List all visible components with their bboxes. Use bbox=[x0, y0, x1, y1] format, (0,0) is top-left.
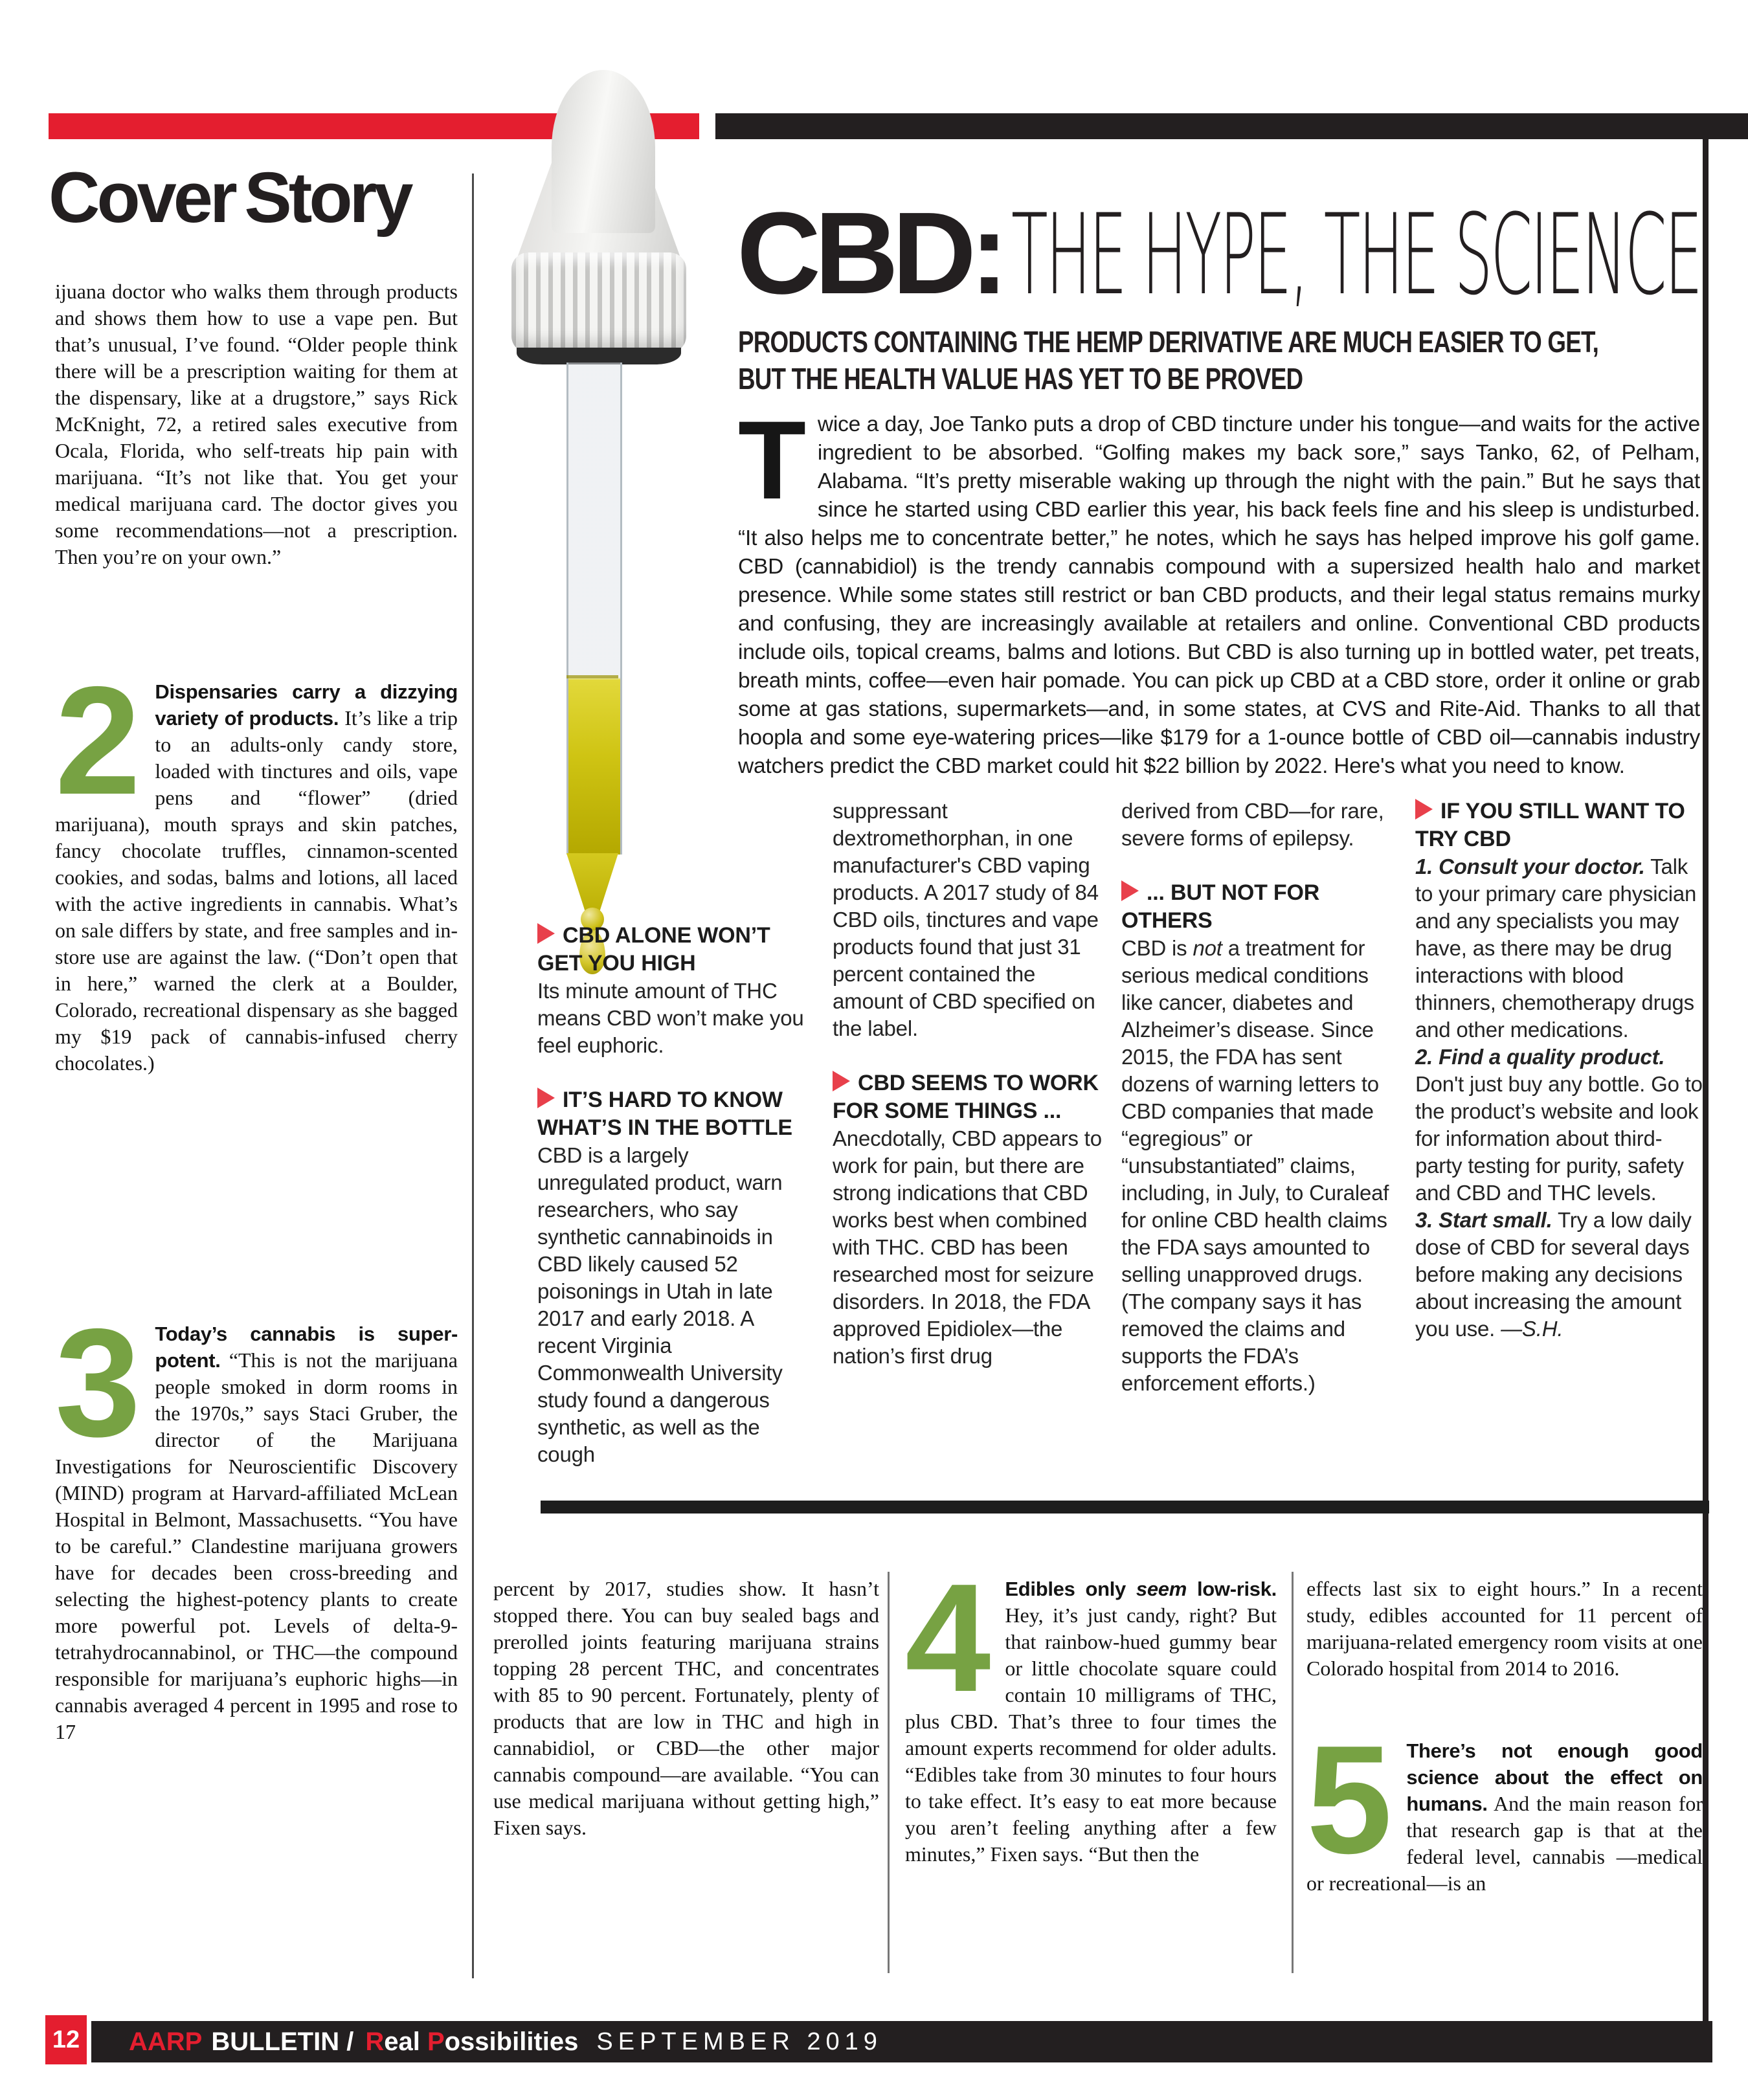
item-5-body: And the main reason for that research gap is that at the federal level, cannabis —medical or recreational—is an bbox=[1306, 1792, 1703, 1895]
try-cbd-step-3 bbox=[1415, 1207, 1704, 1343]
continued-text: effects last six to eight hours.” In a recent study, edibles accounted for 11 percent of marijuana-related emergency room visits at one Colorado hospital from 2014 to 2016. bbox=[1306, 1577, 1703, 1680]
bottom-column-1 bbox=[493, 1576, 879, 1841]
bullet-triangle-icon bbox=[1121, 880, 1139, 901]
intro-paragraph bbox=[738, 398, 1700, 781]
page-number: 12 bbox=[52, 2026, 80, 2053]
brand-bulletin: BULLETIN / bbox=[211, 2027, 354, 2056]
numbered-item-3 bbox=[55, 1297, 458, 1745]
oil-meniscus bbox=[566, 675, 618, 678]
top-black-bar bbox=[715, 113, 1748, 139]
step-body: Try a low daily dose of CBD for several days before making any decisions about increasing the amount you use. bbox=[1415, 1208, 1692, 1341]
author-byline: —S.H. bbox=[1501, 1317, 1563, 1341]
bottom-column-divider-1 bbox=[888, 1572, 890, 1973]
section-works-for-some bbox=[833, 1069, 1104, 1370]
green-numeral-4: 4 bbox=[905, 1552, 991, 1724]
continued-text: suppressant dextromethorphan, in one manufacturer's CBD vaping products. A 2017 study of 84 CBD oils, tinctures and vape products found that just 31 percent contained the amount of CBD specified on the label. bbox=[833, 799, 1099, 1040]
tagline-r: R bbox=[365, 2027, 385, 2056]
step-body: Talk to your primary care physician and any specialists you may have, as there may be drug interactions with blood thinners, chemotherapy drugs and other medications. bbox=[1415, 855, 1697, 1042]
italic-word: seem bbox=[1136, 1578, 1187, 1600]
middle-column-2 bbox=[833, 798, 1104, 1397]
bullet-triangle-icon bbox=[537, 923, 555, 944]
tagline-p: P bbox=[427, 2027, 445, 2056]
dropper-cap-ring bbox=[511, 252, 686, 353]
middle-column-3 bbox=[1121, 798, 1392, 1424]
item-5-lead: There’s not enough good science about the effect on humans. bbox=[1406, 1739, 1703, 1815]
item-4-lead bbox=[1005, 1578, 1277, 1600]
issue-date: SEPTEMBER 2019 bbox=[596, 2027, 882, 2055]
try-cbd-step-1 bbox=[1415, 853, 1704, 1044]
section-but-not-for-others bbox=[1121, 879, 1392, 1397]
green-numeral-2: 2 bbox=[55, 655, 141, 827]
section-body: Anecdotally, CBD appears to work for pain, but there are strong indications that CBD works best when combined with THC. CBD has been researched most for seizure disorders. In 2018, the FDA approved Epidiolex—the nation’s first drug bbox=[833, 1126, 1102, 1368]
step-body: Don't just buy any bottle. Go to the product’s website and look for information about third-party testing for purity, safety and CBD and THC levels. bbox=[1415, 1072, 1703, 1205]
dropper-glass-tube bbox=[566, 363, 622, 855]
bullet-triangle-icon bbox=[1415, 799, 1433, 820]
article-deck bbox=[738, 324, 1748, 397]
section-body bbox=[1121, 935, 1392, 1397]
section-header bbox=[833, 1069, 1104, 1125]
headline-prefix: CBD: bbox=[737, 188, 1002, 318]
paragraph-text: ijuana doctor who walks them through products and shows them how to use a vape pen. But that’s unusual, I’ve found. “Older people think there will be a prescription waiting for them at the dispensary, like at a drugstore,” says Rick McKnight, 72, a retired sales executive from Ocala, Florida, who self-treats hip pain with marijuana. “It’s not like that. You get your medical marijuana card. The doctor gives you some recommendations—not a prescription. Then you’re on your own.” bbox=[55, 280, 458, 568]
body-text: CBD is bbox=[1121, 936, 1193, 960]
section-cbd-alone bbox=[537, 922, 805, 1059]
section-label: Cover Story bbox=[49, 158, 410, 238]
header-text: CBD ALONE WON’T GET YOU HIGH bbox=[537, 923, 770, 976]
deck-line-1: PRODUCTS CONTAINING THE HEMP DERIVATIVE ARE MUCH EASIER TO GET, bbox=[738, 325, 1599, 359]
item-2-lead: Dispensaries carry a dizzying variety of products. bbox=[155, 680, 458, 730]
step-lead: 3. Start small. bbox=[1415, 1208, 1552, 1232]
numbered-item-5 bbox=[1306, 1714, 1703, 1897]
middle-column-4 bbox=[1415, 798, 1704, 1343]
header-text: IF YOU STILL WANT TO TRY CBD bbox=[1415, 799, 1685, 851]
headline-rest: THE HYPE, THE SCIENCE bbox=[1011, 190, 1701, 320]
body-text: a treatment for serious medical conditions like cancer, diabetes and Alzheimer’s disease. Since 2015, the FDA has sent dozens of warning letters to CBD companies that made “egregious” or “unsubstantiated” claims, including, in July, to Curaleaf for online CBD health claims the FDA says amounted to selling unapproved drugs. (The company says it has removed the claims and supports the FDA’s enforcement efforts.) bbox=[1121, 936, 1389, 1395]
item-2-body: It’s like a trip to an adults-only candy store, loaded with tinctures and oils, vape pens and “flower” (dried marijuana), mouth sprays and skin patches, fancy chocolate truffles, cinnamon-scented cookies, and sodas, balms and lotions, all laced with the active ingredients in cannabis. What’s on sale differs by state, and free samples and in-store use are against the law. (“Don’t open that in here,” warned the clerk at a Boulder, Colorado, recreational dispensary as she bagged my $19 pack of cannabis-infused cherry chocolates.) bbox=[55, 706, 458, 1075]
page-number-box bbox=[45, 2015, 87, 2064]
bottom-column-divider-2 bbox=[1292, 1572, 1294, 1973]
bottom-column-3 bbox=[1306, 1576, 1703, 1897]
bottom-column-2 bbox=[905, 1552, 1277, 1868]
article-headline bbox=[737, 186, 1748, 320]
bullet-triangle-icon bbox=[537, 1088, 555, 1108]
intro-text: wice a day, Joe Tanko puts a drop of CBD tincture under his tongue—and waits for the active ingredient to be absorbed. “Golfing makes my back sore,” says Tanko, 62, of Pelham, Alabama. “It’s pretty miserable waking up through the night with the pain.” But he says that since he started using CBD earlier this year, his back feels fine and his sleep is undisturbed. “It also helps me to concentrate better,” he notes, which he says has helped improve his golf game. CBD (cannabidiol) is the trendy cannabis compound with a supersized health halo and market presence. While some states still restrict or ban CBD products, and their legal status remains murky and confusing, they are increasingly available at retailers and online. Conventional CBD products include oils, topical creams, balms and lotions. But CBD is also turning up in bottled water, pet treats, breath mints, coffee—even hair pomade. You can pick up CBD at a CBD store, order it online or grab some at gas stations, supermarkets—and, in some states, at CVS and Rite-Aid. Thanks to all that hoopla and some eye-watering prices—like $179 for a 1-ounce bottle of CBD oil—cannabis industry watchers predict the CBD market could hit $22 billion by 2022. Here's what you need to know. bbox=[738, 412, 1700, 778]
left-column-rule bbox=[472, 173, 474, 1978]
item-4-body: Hey, it’s just candy, right? But that rainbow-hued gummy bear or little chocolate square could contain 10 milligrams of THC, plus CBD. That’s three to four times the amount experts recommend for older adults. “Edibles take from 30 minutes to four hours to take effect. It’s easy to eat more because you aren’t feeling anything after a few minutes,” Fixen says. “But then the bbox=[905, 1603, 1277, 1866]
drop-cap: T bbox=[738, 398, 806, 522]
tagline bbox=[365, 2027, 578, 2057]
section-body: CBD is a largely unregulated product, warn researchers, who say synthetic cannabinoids in CBD likely caused 52 poisonings in Utah in late 2017 and early 2018. A recent Virginia Commonwealth University study found a dangerous synthetic, as well as the cough bbox=[537, 1143, 783, 1466]
item-3-lead: Today’s cannabis is super-potent. bbox=[155, 1323, 458, 1372]
cbd-oil-dropper-illustration bbox=[499, 68, 699, 974]
deck-line-2: BUT THE HEALTH VALUE HAS YET TO BE PROVED bbox=[738, 362, 1303, 396]
continued-text: derived from CBD—for rare, severe forms of epilepsy. bbox=[1121, 799, 1384, 850]
dropper-bulb bbox=[552, 70, 655, 233]
tagline-text: eal bbox=[384, 2027, 427, 2056]
try-cbd-step-2 bbox=[1415, 1044, 1704, 1207]
step-lead: 1. Consult your doctor. bbox=[1415, 855, 1645, 878]
paragraph-text: percent by 2017, studies show. It hasn’t stopped there. You can buy sealed bags and prerolled joints featuring marijuana strains topping 28 percent THC, and concentrates with 85 to 90 percent. Fortunately, plenty of products that are low in THC and high in cannabidiol, or CBD—the other major cannabis compound—are available. “You can use medical marijuana without getting high,” Fixen says. bbox=[493, 1577, 879, 1839]
bullet-triangle-icon bbox=[833, 1071, 850, 1091]
section-hard-to-know bbox=[537, 1086, 805, 1468]
item-3-body: “This is not the marijuana people smoked in dorm rooms in the 1970s,” says Staci Gruber, the director of the Marijuana Investigations for Neuroscientific Discovery (MIND) program at Harvard-affiliated McLean Hospital in Belmont, Massachusetts. “You have to be careful.” Clandestine marijuana growers have for decades been cross-breeding and selecting the highest-potency plants to create more powerful pot. Levels of delta-9-tetrahydrocannabinol, or THC—the compound responsible for marijuana’s euphoric highs—in cannabis averaged 4 percent in 1995 and rose to 17 bbox=[55, 1348, 458, 1743]
horizontal-divider bbox=[541, 1501, 1709, 1514]
lead-text: low-risk. bbox=[1187, 1578, 1277, 1600]
middle-column-1 bbox=[537, 922, 805, 1495]
green-numeral-3: 3 bbox=[55, 1297, 141, 1469]
numbered-item-2 bbox=[55, 655, 458, 1077]
step-lead: 2. Find a quality product. bbox=[1415, 1045, 1665, 1069]
lead-text: Edibles only bbox=[1005, 1578, 1136, 1600]
header-text: ... BUT NOT FOR OTHERS bbox=[1121, 880, 1320, 933]
section-body: Its minute amount of THC means CBD won’t make you feel euphoric. bbox=[537, 979, 804, 1057]
header-text: CBD SEEMS TO WORK FOR SOME THINGS ... bbox=[833, 1071, 1099, 1123]
left-column-paragraph bbox=[55, 278, 458, 570]
tagline-text: ossibilities bbox=[444, 2027, 579, 2056]
section-header bbox=[1415, 798, 1704, 853]
section-header bbox=[1121, 879, 1392, 935]
green-numeral-5: 5 bbox=[1306, 1714, 1393, 1886]
section-header bbox=[537, 1086, 805, 1142]
header-text: IT’S HARD TO KNOW WHAT’S IN THE BOTTLE bbox=[537, 1088, 792, 1140]
italic-word: not bbox=[1193, 936, 1222, 960]
footer-bar bbox=[91, 2021, 1712, 2062]
brand-aarp: AARP bbox=[129, 2027, 203, 2056]
section-header bbox=[537, 922, 805, 977]
dropper-tip bbox=[566, 853, 618, 911]
